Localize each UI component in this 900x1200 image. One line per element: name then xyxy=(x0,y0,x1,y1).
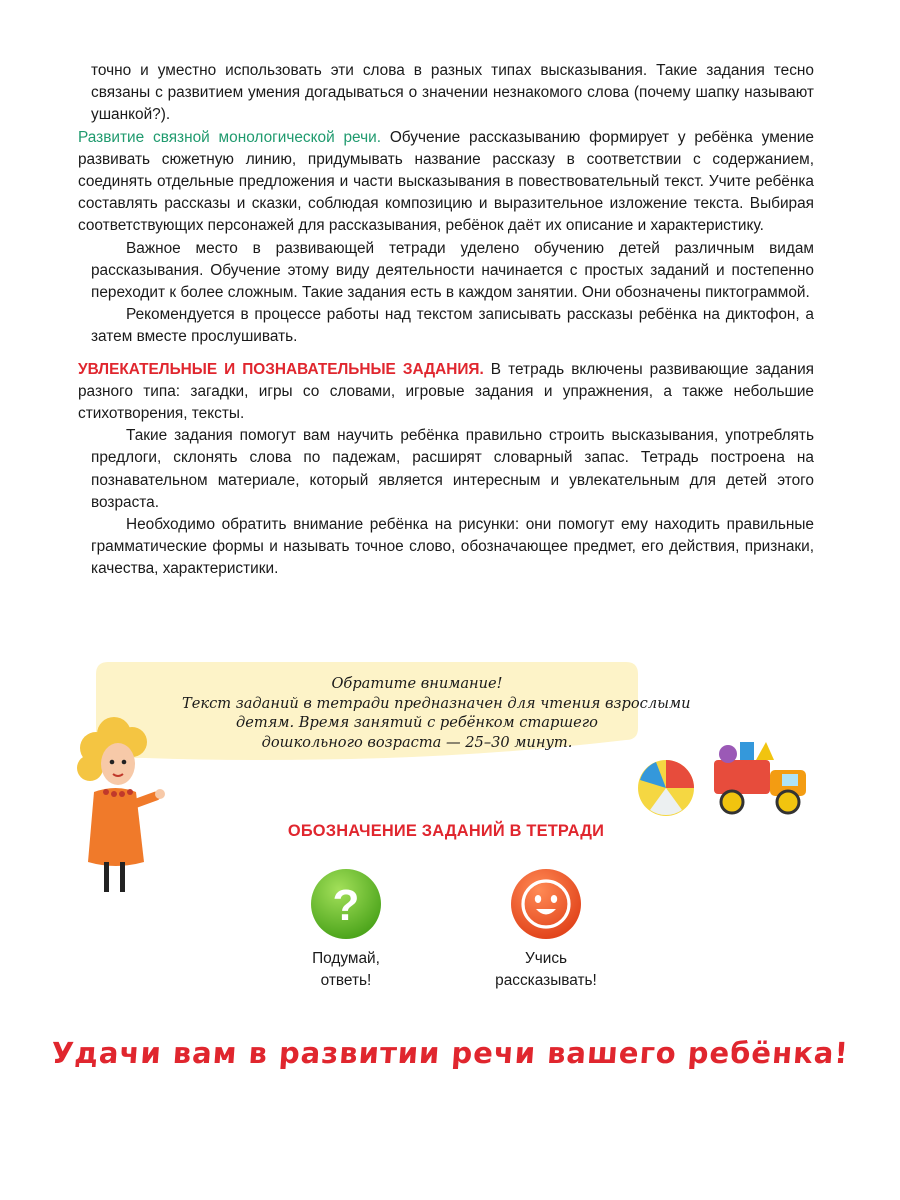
think-answer-label: Подумай, ответь! xyxy=(312,950,380,989)
paragraph-pictures: Необходимо обратить внимание ребёнка на рисунки: они помогут ему находить правильные грамматические формы и называть точное слово, обозначающее предмет, его действия, признаки, качества, характеристики. xyxy=(91,516,814,578)
grandmother-illustration xyxy=(70,712,170,897)
smiley-icon xyxy=(510,868,582,940)
engaging-tasks-heading: УВЛЕКАТЕЛЬНЫЕ И ПОЗНАВАТЕЛЬНЫЕ ЗАДАНИЯ. xyxy=(78,360,484,378)
monologue-heading: Развитие связной монологической речи. xyxy=(78,128,381,146)
paragraph-intro: точно и уместно использовать эти слова в разных типах высказывания. Такие задания тесно связаны с развитием умения догадываться о значении незнакомого слова (почему шапку называют ушанкой?). xyxy=(91,62,814,124)
attention-note-title: Обратите внимание! xyxy=(331,675,503,692)
toys-illustration xyxy=(636,730,816,820)
paragraph-engaging-tasks xyxy=(0,359,900,426)
question-icon xyxy=(310,868,382,940)
paragraph-storytelling: Важное место в развивающей тетради уделено обучению детей различным видам рассказывания. Обучение этому виду деятельности начинается с простых заданий и постепенно переходит к более сложным. Такие задания есть в каждом занятии. Они обозначены пиктограммой. xyxy=(91,239,814,302)
attention-note-line-1: Текст заданий в тетради предназначен для чтения взрослыми xyxy=(182,694,691,712)
attention-note-line-3: дошкольного возраста — 25–30 минут. xyxy=(261,733,573,751)
attention-note-text xyxy=(182,674,691,752)
learn-storytelling-label: Учись рассказывать! xyxy=(495,950,597,989)
monologue-body: Обучение рассказыванию формирует у ребёнка умение развивать сюжетную линию, придумывать название рассказу в соответствии с содержанием, соединять отдельные предложения и части высказывания в повествовательный текст. Учите ребёнка составлять рассказы и сказки, соблюдая композицию и выразительное изложение текста. Выбирая соответствующих персонажей для рассказывания, ребёнок даёт их описание и характеристику. xyxy=(78,128,814,235)
task-legend-title: ОБОЗНАЧЕНИЕ ЗАДАНИЙ В ТЕТРАДИ xyxy=(287,822,605,840)
paragraph-task-benefits: Такие задания помогут вам научить ребёнка правильно строить высказывания, употреблять предлоги, склонять слова по падежам, расширят словарный запас. Тетрадь построена на познавательном материале, который является интересным и увлекательным для детей этого возраста. xyxy=(91,427,814,511)
paragraph-dictaphone: Рекомендуется в процессе работы над текстом записывать рассказы ребёнка на диктофон, а затем вместе прослушивать. xyxy=(91,306,814,346)
svg-text:?: ? xyxy=(332,881,360,930)
closing-slogan: Удачи вам в развитии речи вашего ребёнка! xyxy=(50,1036,850,1070)
body-text xyxy=(0,60,900,581)
engaging-tasks-body: В тетрадь включены развивающие задания разного типа: загадки, игры со словами, игровые задания и упражнения, а также небольшие стихотворения, тексты. xyxy=(78,360,814,423)
attention-note-line-2: детям. Время занятий с ребёнком старшего xyxy=(236,714,598,731)
paragraph-monologue xyxy=(0,127,900,238)
